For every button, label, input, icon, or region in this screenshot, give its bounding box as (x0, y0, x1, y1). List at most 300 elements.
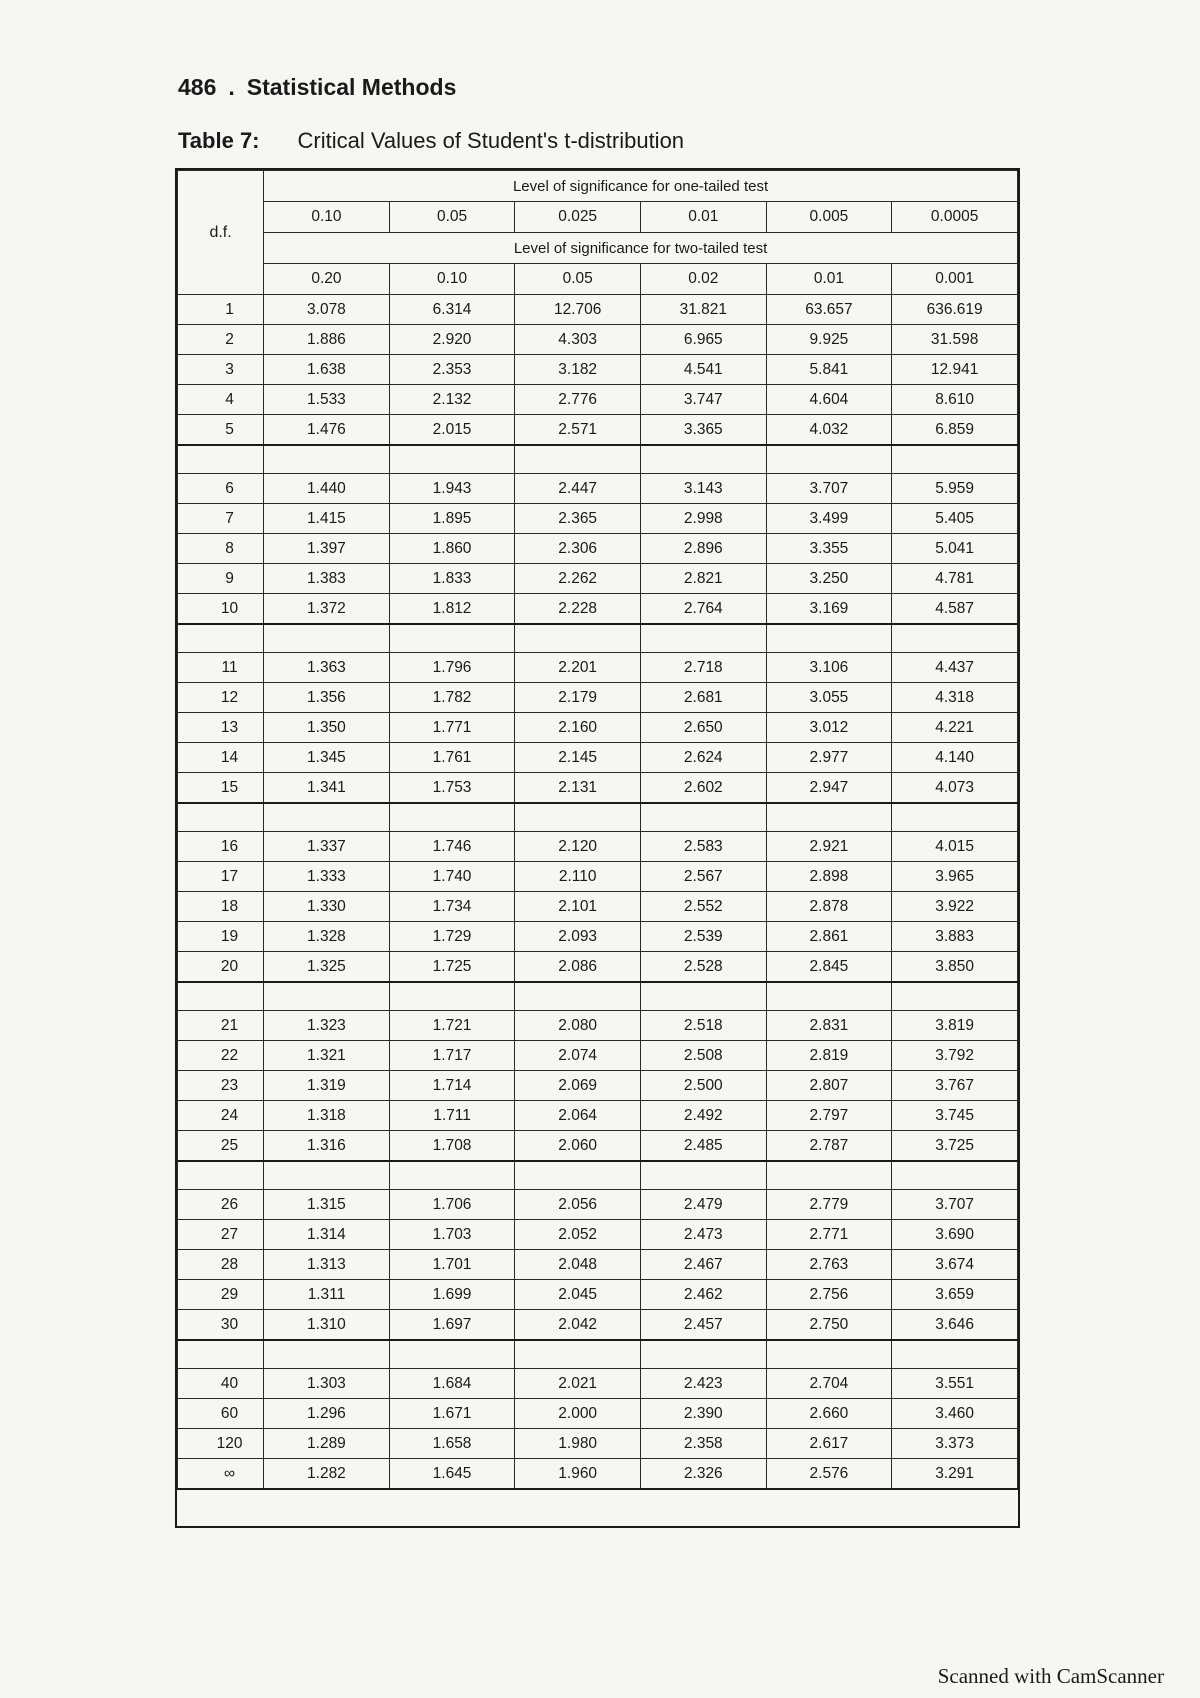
critical-value-cell: 2.567 (640, 862, 766, 892)
critical-value-cell: 31.598 (892, 325, 1018, 355)
critical-value-cell: 1.714 (389, 1071, 515, 1101)
critical-value-cell: 1.638 (264, 355, 390, 385)
critical-value-cell: 1.753 (389, 773, 515, 804)
critical-value-cell: 2.617 (766, 1429, 892, 1459)
table-row (178, 653, 1018, 683)
critical-value-cell: 2.101 (515, 892, 641, 922)
critical-value-cell: 2.571 (515, 415, 641, 446)
critical-value-cell: 2.819 (766, 1041, 892, 1071)
df-cell: 29 (178, 1280, 264, 1310)
df-cell: 18 (178, 892, 264, 922)
critical-value-cell: 4.015 (892, 832, 1018, 862)
t-distribution-table (175, 168, 1020, 1528)
critical-value-cell: 1.311 (264, 1280, 390, 1310)
critical-value-cell: 1.746 (389, 832, 515, 862)
critical-value-cell: 3.169 (766, 594, 892, 625)
critical-value-cell: 1.812 (389, 594, 515, 625)
critical-value-cell: 3.745 (892, 1101, 1018, 1131)
critical-value-cell: 3.078 (264, 295, 390, 325)
critical-value-cell: 1.706 (389, 1190, 515, 1220)
critical-value-cell: 2.080 (515, 1011, 641, 1041)
critical-value-cell: 9.925 (766, 325, 892, 355)
df-cell: 13 (178, 713, 264, 743)
critical-value-cell: 2.423 (640, 1369, 766, 1399)
df-cell: 6 (178, 474, 264, 504)
table-row (178, 474, 1018, 504)
df-cell: 4 (178, 385, 264, 415)
critical-value-cell: 1.671 (389, 1399, 515, 1429)
critical-value-cell: 2.660 (766, 1399, 892, 1429)
header-separator: . (228, 74, 235, 100)
df-cell: 21 (178, 1011, 264, 1041)
critical-value-cell: 1.895 (389, 504, 515, 534)
group-spacer-row (178, 445, 1018, 474)
table-row (178, 862, 1018, 892)
critical-value-cell: 2.120 (515, 832, 641, 862)
one-tailed-level-3: 0.01 (640, 202, 766, 233)
df-cell: 9 (178, 564, 264, 594)
critical-value-cell: 3.725 (892, 1131, 1018, 1162)
critical-value-cell: 2.624 (640, 743, 766, 773)
critical-value-cell: 2.763 (766, 1250, 892, 1280)
two-tailed-level-0: 0.20 (264, 264, 390, 295)
table-row (178, 295, 1018, 325)
critical-value-cell: 3.499 (766, 504, 892, 534)
table-row (178, 564, 1018, 594)
table-row (178, 1310, 1018, 1341)
one-tailed-level-4: 0.005 (766, 202, 892, 233)
critical-value-cell: 2.831 (766, 1011, 892, 1041)
critical-value-cell: 2.764 (640, 594, 766, 625)
df-cell: 20 (178, 952, 264, 983)
critical-value-cell: 1.684 (389, 1369, 515, 1399)
table-row (178, 594, 1018, 625)
table-row (178, 1041, 1018, 1071)
df-cell: 120 (178, 1429, 264, 1459)
critical-value-cell: 2.861 (766, 922, 892, 952)
critical-value-cell: 1.701 (389, 1250, 515, 1280)
critical-value-cell: 1.319 (264, 1071, 390, 1101)
critical-value-cell: 1.397 (264, 534, 390, 564)
critical-value-cell: 2.462 (640, 1280, 766, 1310)
critical-value-cell: 2.110 (515, 862, 641, 892)
critical-value-cell: 3.883 (892, 922, 1018, 952)
table-row (178, 325, 1018, 355)
table-header (178, 171, 1018, 295)
critical-value-cell: 3.012 (766, 713, 892, 743)
critical-value-cell: 2.485 (640, 1131, 766, 1162)
critical-value-cell: 2.060 (515, 1131, 641, 1162)
critical-value-cell: 2.807 (766, 1071, 892, 1101)
table-row (178, 1101, 1018, 1131)
critical-value-cell: 12.706 (515, 295, 641, 325)
critical-value-cell: 2.947 (766, 773, 892, 804)
critical-value-cell: 1.289 (264, 1429, 390, 1459)
critical-value-cell: 3.646 (892, 1310, 1018, 1341)
critical-value-cell: 4.140 (892, 743, 1018, 773)
table-row (178, 534, 1018, 564)
critical-value-cell: 1.296 (264, 1399, 390, 1429)
one-tailed-levels-row (178, 202, 1018, 233)
critical-value-cell: 2.132 (389, 385, 515, 415)
critical-value-cell: 1.325 (264, 952, 390, 983)
df-cell: 3 (178, 355, 264, 385)
critical-value-cell: 2.998 (640, 504, 766, 534)
critical-value-cell: 2.704 (766, 1369, 892, 1399)
table-row (178, 355, 1018, 385)
df-column-header: d.f. (178, 171, 264, 295)
critical-value-cell: 2.358 (640, 1429, 766, 1459)
critical-value-cell: 1.341 (264, 773, 390, 804)
critical-value-cell: 4.781 (892, 564, 1018, 594)
df-cell: 17 (178, 862, 264, 892)
critical-value-cell: 4.541 (640, 355, 766, 385)
two-tailed-level-4: 0.01 (766, 264, 892, 295)
critical-value-cell: 4.318 (892, 683, 1018, 713)
critical-value-cell: 2.131 (515, 773, 641, 804)
critical-value-cell: 1.333 (264, 862, 390, 892)
table-row (178, 1280, 1018, 1310)
critical-value-cell: 1.315 (264, 1190, 390, 1220)
df-cell: ∞ (178, 1459, 264, 1490)
critical-value-cell: 2.056 (515, 1190, 641, 1220)
critical-value-cell: 2.390 (640, 1399, 766, 1429)
critical-value-cell: 4.073 (892, 773, 1018, 804)
critical-value-cell: 1.796 (389, 653, 515, 683)
critical-value-cell: 2.718 (640, 653, 766, 683)
critical-value-cell: 3.355 (766, 534, 892, 564)
two-tailed-level-1: 0.10 (389, 264, 515, 295)
critical-value-cell: 1.711 (389, 1101, 515, 1131)
table-row (178, 385, 1018, 415)
critical-value-cell: 6.314 (389, 295, 515, 325)
critical-value-cell: 1.345 (264, 743, 390, 773)
df-cell: 5 (178, 415, 264, 446)
critical-value-cell: 5.041 (892, 534, 1018, 564)
critical-value-cell: 4.437 (892, 653, 1018, 683)
critical-value-cell: 12.941 (892, 355, 1018, 385)
df-cell: 1 (178, 295, 264, 325)
one-tailed-level-2: 0.025 (515, 202, 641, 233)
critical-value-cell: 1.356 (264, 683, 390, 713)
critical-value-cell: 3.182 (515, 355, 641, 385)
critical-value-cell: 2.552 (640, 892, 766, 922)
critical-value-cell: 2.898 (766, 862, 892, 892)
df-cell: 2 (178, 325, 264, 355)
critical-value-cell: 2.845 (766, 952, 892, 983)
table-row (178, 1220, 1018, 1250)
critical-value-cell: 3.922 (892, 892, 1018, 922)
critical-value-cell: 2.756 (766, 1280, 892, 1310)
critical-value-cell: 1.708 (389, 1131, 515, 1162)
critical-value-cell: 3.055 (766, 683, 892, 713)
table-row (178, 952, 1018, 983)
critical-value-cell: 3.551 (892, 1369, 1018, 1399)
df-cell: 14 (178, 743, 264, 773)
critical-value-cell: 1.415 (264, 504, 390, 534)
critical-value-cell: 1.943 (389, 474, 515, 504)
critical-value-cell: 4.032 (766, 415, 892, 446)
table-body (178, 295, 1018, 1490)
critical-value-cell: 3.659 (892, 1280, 1018, 1310)
critical-value-cell: 1.734 (389, 892, 515, 922)
critical-value-cell: 1.697 (389, 1310, 515, 1341)
df-cell: 10 (178, 594, 264, 625)
critical-value-cell: 2.576 (766, 1459, 892, 1490)
critical-value-cell: 2.306 (515, 534, 641, 564)
critical-value-cell: 3.747 (640, 385, 766, 415)
critical-value-cell: 1.703 (389, 1220, 515, 1250)
critical-value-cell: 2.457 (640, 1310, 766, 1341)
critical-value-cell: 2.228 (515, 594, 641, 625)
critical-value-cell: 2.779 (766, 1190, 892, 1220)
group-spacer-row (178, 1340, 1018, 1369)
df-cell: 25 (178, 1131, 264, 1162)
two-tailed-level-2: 0.05 (515, 264, 641, 295)
df-cell: 28 (178, 1250, 264, 1280)
critical-value-cell: 3.767 (892, 1071, 1018, 1101)
critical-value-cell: 2.878 (766, 892, 892, 922)
critical-value-cell: 1.833 (389, 564, 515, 594)
critical-value-cell: 5.405 (892, 504, 1018, 534)
critical-value-cell: 4.303 (515, 325, 641, 355)
critical-value-cell: 3.850 (892, 952, 1018, 983)
critical-value-cell: 1.363 (264, 653, 390, 683)
two-tailed-levels-row (178, 264, 1018, 295)
critical-value-cell: 2.365 (515, 504, 641, 534)
critical-value-cell: 2.145 (515, 743, 641, 773)
critical-value-cell: 2.015 (389, 415, 515, 446)
critical-value-cell: 2.447 (515, 474, 641, 504)
df-cell: 16 (178, 832, 264, 862)
critical-value-cell: 5.959 (892, 474, 1018, 504)
df-cell: 40 (178, 1369, 264, 1399)
table-row (178, 1131, 1018, 1162)
critical-value-cell: 3.674 (892, 1250, 1018, 1280)
table-caption: Critical Values of Student's t-distribution (297, 128, 685, 153)
critical-value-cell: 2.787 (766, 1131, 892, 1162)
table-row (178, 1429, 1018, 1459)
critical-value-cell: 2.048 (515, 1250, 641, 1280)
df-cell: 30 (178, 1310, 264, 1341)
df-cell: 26 (178, 1190, 264, 1220)
table-row (178, 415, 1018, 446)
critical-value-cell: 2.921 (766, 832, 892, 862)
critical-value-cell: 2.797 (766, 1101, 892, 1131)
group-spacer-row (178, 1161, 1018, 1190)
critical-value-cell: 1.960 (515, 1459, 641, 1490)
critical-value-cell: 3.690 (892, 1220, 1018, 1250)
critical-value-cell: 2.353 (389, 355, 515, 385)
page-header (178, 74, 456, 101)
df-cell: 23 (178, 1071, 264, 1101)
camscanner-watermark: Scanned with CamScanner (937, 1664, 1164, 1688)
critical-value-cell: 3.707 (892, 1190, 1018, 1220)
table-row (178, 1011, 1018, 1041)
critical-value-cell: 1.383 (264, 564, 390, 594)
critical-value-cell: 1.372 (264, 594, 390, 625)
group-spacer-row (178, 803, 1018, 832)
table-row (178, 743, 1018, 773)
critical-value-cell: 1.440 (264, 474, 390, 504)
table-row (178, 1250, 1018, 1280)
critical-value-cell: 1.328 (264, 922, 390, 952)
two-tailed-level-3: 0.02 (640, 264, 766, 295)
critical-value-cell: 2.492 (640, 1101, 766, 1131)
critical-value-cell: 4.221 (892, 713, 1018, 743)
critical-value-cell: 2.473 (640, 1220, 766, 1250)
critical-value-cell: 1.330 (264, 892, 390, 922)
critical-value-cell: 2.042 (515, 1310, 641, 1341)
book-title: Statistical Methods (246, 74, 457, 100)
critical-value-cell: 2.160 (515, 713, 641, 743)
critical-value-cell: 3.792 (892, 1041, 1018, 1071)
critical-value-cell: 2.467 (640, 1250, 766, 1280)
critical-value-cell: 2.500 (640, 1071, 766, 1101)
critical-value-cell: 63.657 (766, 295, 892, 325)
critical-value-cell: 636.619 (892, 295, 1018, 325)
critical-value-cell: 1.350 (264, 713, 390, 743)
critical-value-cell: 1.645 (389, 1459, 515, 1490)
table-title (178, 128, 684, 154)
critical-value-cell: 2.021 (515, 1369, 641, 1399)
table-row (178, 832, 1018, 862)
critical-value-cell: 1.725 (389, 952, 515, 983)
df-cell: 22 (178, 1041, 264, 1071)
table-row (178, 683, 1018, 713)
critical-value-cell: 1.729 (389, 922, 515, 952)
table-row (178, 1071, 1018, 1101)
critical-value-cell: 2.479 (640, 1190, 766, 1220)
critical-value-cell: 2.045 (515, 1280, 641, 1310)
critical-value-cell: 2.179 (515, 683, 641, 713)
df-cell: 12 (178, 683, 264, 713)
df-cell: 11 (178, 653, 264, 683)
critical-value-cell: 2.771 (766, 1220, 892, 1250)
critical-value-cell: 3.250 (766, 564, 892, 594)
critical-value-cell: 3.965 (892, 862, 1018, 892)
critical-value-cell: 3.460 (892, 1399, 1018, 1429)
critical-value-cell: 2.583 (640, 832, 766, 862)
critical-value-cell: 2.750 (766, 1310, 892, 1341)
critical-value-cell: 2.508 (640, 1041, 766, 1071)
critical-value-cell: 3.707 (766, 474, 892, 504)
critical-value-cell: 2.086 (515, 952, 641, 983)
table-row (178, 892, 1018, 922)
critical-value-cell: 1.721 (389, 1011, 515, 1041)
critical-value-cell: 1.533 (264, 385, 390, 415)
group-spacer-row (178, 982, 1018, 1011)
df-cell: 7 (178, 504, 264, 534)
critical-value-cell: 6.965 (640, 325, 766, 355)
critical-value-cell: 1.771 (389, 713, 515, 743)
critical-value-cell: 1.860 (389, 534, 515, 564)
one-tailed-level-1: 0.05 (389, 202, 515, 233)
one-tailed-header: Level of significance for one-tailed test (264, 171, 1018, 202)
df-cell: 27 (178, 1220, 264, 1250)
critical-value-cell: 2.326 (640, 1459, 766, 1490)
one-tailed-level-5: 0.0005 (892, 202, 1018, 233)
table-row (178, 713, 1018, 743)
critical-value-cell: 3.143 (640, 474, 766, 504)
critical-value-cell: 3.106 (766, 653, 892, 683)
critical-value-cell: 1.313 (264, 1250, 390, 1280)
group-spacer-row (178, 624, 1018, 653)
critical-value-cell: 1.303 (264, 1369, 390, 1399)
critical-value-cell: 1.980 (515, 1429, 641, 1459)
table-row (178, 1369, 1018, 1399)
critical-value-cell: 3.819 (892, 1011, 1018, 1041)
critical-value-cell: 2.093 (515, 922, 641, 952)
critical-value-cell: 2.821 (640, 564, 766, 594)
critical-value-cell: 2.539 (640, 922, 766, 952)
critical-value-cell: 2.518 (640, 1011, 766, 1041)
critical-value-cell: 2.528 (640, 952, 766, 983)
critical-value-cell: 1.316 (264, 1131, 390, 1162)
critical-value-cell: 2.650 (640, 713, 766, 743)
critical-value-cell: 1.782 (389, 683, 515, 713)
critical-value-cell: 1.717 (389, 1041, 515, 1071)
critical-value-cell: 2.064 (515, 1101, 641, 1131)
df-cell: 60 (178, 1399, 264, 1429)
critical-value-cell: 4.604 (766, 385, 892, 415)
critical-value-cell: 2.681 (640, 683, 766, 713)
critical-value-cell: 2.069 (515, 1071, 641, 1101)
critical-value-cell: 1.282 (264, 1459, 390, 1490)
critical-value-cell: 1.323 (264, 1011, 390, 1041)
critical-value-cell: 31.821 (640, 295, 766, 325)
two-tailed-level-5: 0.001 (892, 264, 1018, 295)
critical-value-cell: 3.373 (892, 1429, 1018, 1459)
critical-value-cell: 5.841 (766, 355, 892, 385)
critical-value-cell: 1.314 (264, 1220, 390, 1250)
critical-value-cell: 2.052 (515, 1220, 641, 1250)
critical-value-cell: 1.337 (264, 832, 390, 862)
table-row (178, 773, 1018, 804)
table-row (178, 504, 1018, 534)
critical-value-cell: 2.000 (515, 1399, 641, 1429)
one-tailed-level-0: 0.10 (264, 202, 390, 233)
critical-value-cell: 1.699 (389, 1280, 515, 1310)
critical-value-cell: 2.201 (515, 653, 641, 683)
critical-value-cell: 2.977 (766, 743, 892, 773)
critical-value-cell: 1.740 (389, 862, 515, 892)
critical-value-cell: 1.476 (264, 415, 390, 446)
critical-value-cell: 6.859 (892, 415, 1018, 446)
critical-value-cell: 1.886 (264, 325, 390, 355)
df-cell: 24 (178, 1101, 264, 1131)
critical-value-cell: 2.776 (515, 385, 641, 415)
two-tailed-header: Level of significance for two-tailed test (264, 233, 1018, 264)
df-cell: 19 (178, 922, 264, 952)
critical-value-cell: 2.920 (389, 325, 515, 355)
critical-value-cell: 2.074 (515, 1041, 641, 1071)
df-cell: 8 (178, 534, 264, 564)
critical-value-cell: 8.610 (892, 385, 1018, 415)
table-number: Table 7: (178, 128, 260, 153)
table-row (178, 1459, 1018, 1490)
critical-value-cell: 3.291 (892, 1459, 1018, 1490)
page-number: 486 (178, 74, 217, 100)
critical-value-cell: 2.262 (515, 564, 641, 594)
critical-value-cell: 1.761 (389, 743, 515, 773)
critical-value-cell: 1.318 (264, 1101, 390, 1131)
critical-value-cell: 1.310 (264, 1310, 390, 1341)
df-cell: 15 (178, 773, 264, 804)
critical-value-cell: 1.321 (264, 1041, 390, 1071)
table-row (178, 922, 1018, 952)
table-row (178, 1399, 1018, 1429)
